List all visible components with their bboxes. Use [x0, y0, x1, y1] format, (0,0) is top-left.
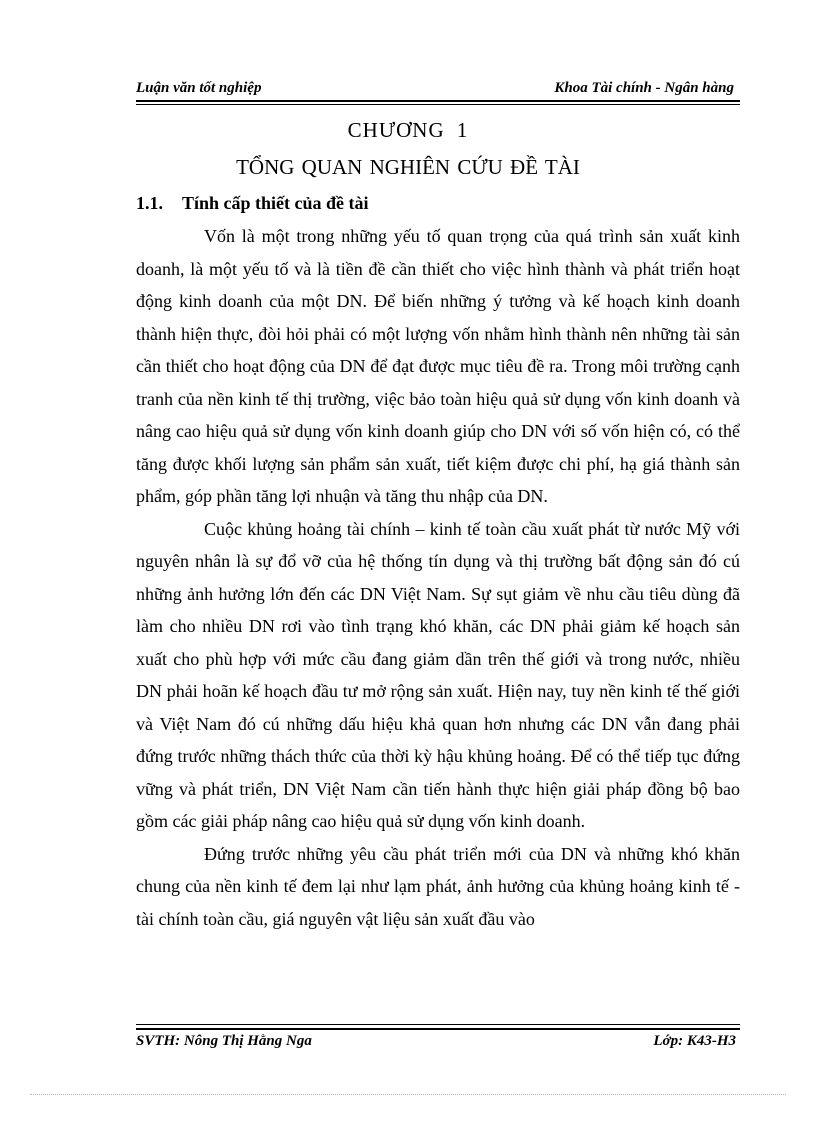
footer-student-label: SVTH: Nông Thị Hằng Nga [136, 1033, 312, 1049]
page-footer [136, 1024, 740, 1064]
footer-rule-thin [136, 1024, 740, 1025]
footer-rule [136, 1028, 740, 1030]
chapter-title: TỔNG QUAN NGHIÊN CỨU ĐỀ TÀI [236, 155, 580, 179]
page-bottom-edge [30, 1094, 786, 1095]
page-header [136, 76, 740, 106]
header-faculty-label: Khoa Tài chính - Ngân hàng [554, 80, 734, 96]
section-heading [136, 193, 369, 214]
section-number: 1.1. [136, 193, 163, 213]
section-title: Tính cấp thiết của đề tài [182, 193, 369, 213]
header-rule-thin [136, 104, 740, 105]
header-rule [136, 100, 740, 102]
header-thesis-label: Luận văn tốt nghiệp [136, 80, 262, 96]
paragraph-2: Cuộc khủng hoảng tài chính – kinh tế toàn cầu xuất phát từ nước Mỹ với nguyên nhân là sự đổ vỡ của hệ thống tín dụng và thị trường bất động sản đó cú những ảnh hưởng lớn đến các DN Việt Nam. Sự sụt giảm về nhu cầu tiêu dùng đã làm cho nhiều DN rơi vào tình trạng khó khăn, các DN phải giảm kế hoạch sản xuất cho phù hợp với mức cầu đang giảm dần trên thế giới và trong nước, nhiều DN phải hoãn kế hoạch đầu tư mở rộng sản xuất. Hiện nay, tuy nền kinh tế thế giới và Việt Nam đó cú những dấu hiệu khả quan hơn nhưng các DN vẫn đang phải đứng trước những thách thức của thời kỳ hậu khủng hoảng. Để có thể tiếp tục đứng vững và phát triển, DN Việt Nam cần tiến hành thực hiện giải pháp đồng bộ bao gồm các giải pháp nâng cao hiệu quả sử dụng vốn kinh doanh. [136, 518, 740, 831]
paragraph-1: Vốn là một trong những yếu tố quan trọng của quá trình sản xuất kinh doanh, là một yếu tố và là tiền đề cần thiết cho việc hình thành và phát triển hoạt động kinh doanh của một DN. Để biến những ý tưởng và kế hoạch kinh doanh thành hiện thực, đòi hỏi phải có một lượng vốn nhằm hình thành nên những tài sản cần thiết cho hoạt động của DN để đạt được mục tiêu đề ra. Trong môi trường cạnh tranh của nền kinh tế thị trường, việc bảo toàn hiệu quả sử dụng vốn kinh doanh và nâng cao hiệu quả sử dụng vốn kinh doanh giúp cho DN với số vốn hiện có, có thể tăng được khối lượng sản phẩm sản xuất, tiết kiệm được chi phí, hạ giá thành sản phẩm, góp phần tăng lợi nhuận và tăng thu nhập của DN. [136, 226, 740, 506]
chapter-number: CHƯƠNG 1 [347, 118, 469, 142]
paragraph-3: Đứng trước những yêu cầu phát triển mới của DN và những khó khăn chung của nền kinh tế đem lại như lạm phát, ảnh hưởng của khủng hoảng kinh tế - tài chính toàn cầu, giá nguyên vật liệu sản xuất đầu vào [136, 843, 740, 929]
body-text [136, 220, 740, 935]
footer-class-label: Lớp: K43-H3 [653, 1033, 736, 1049]
